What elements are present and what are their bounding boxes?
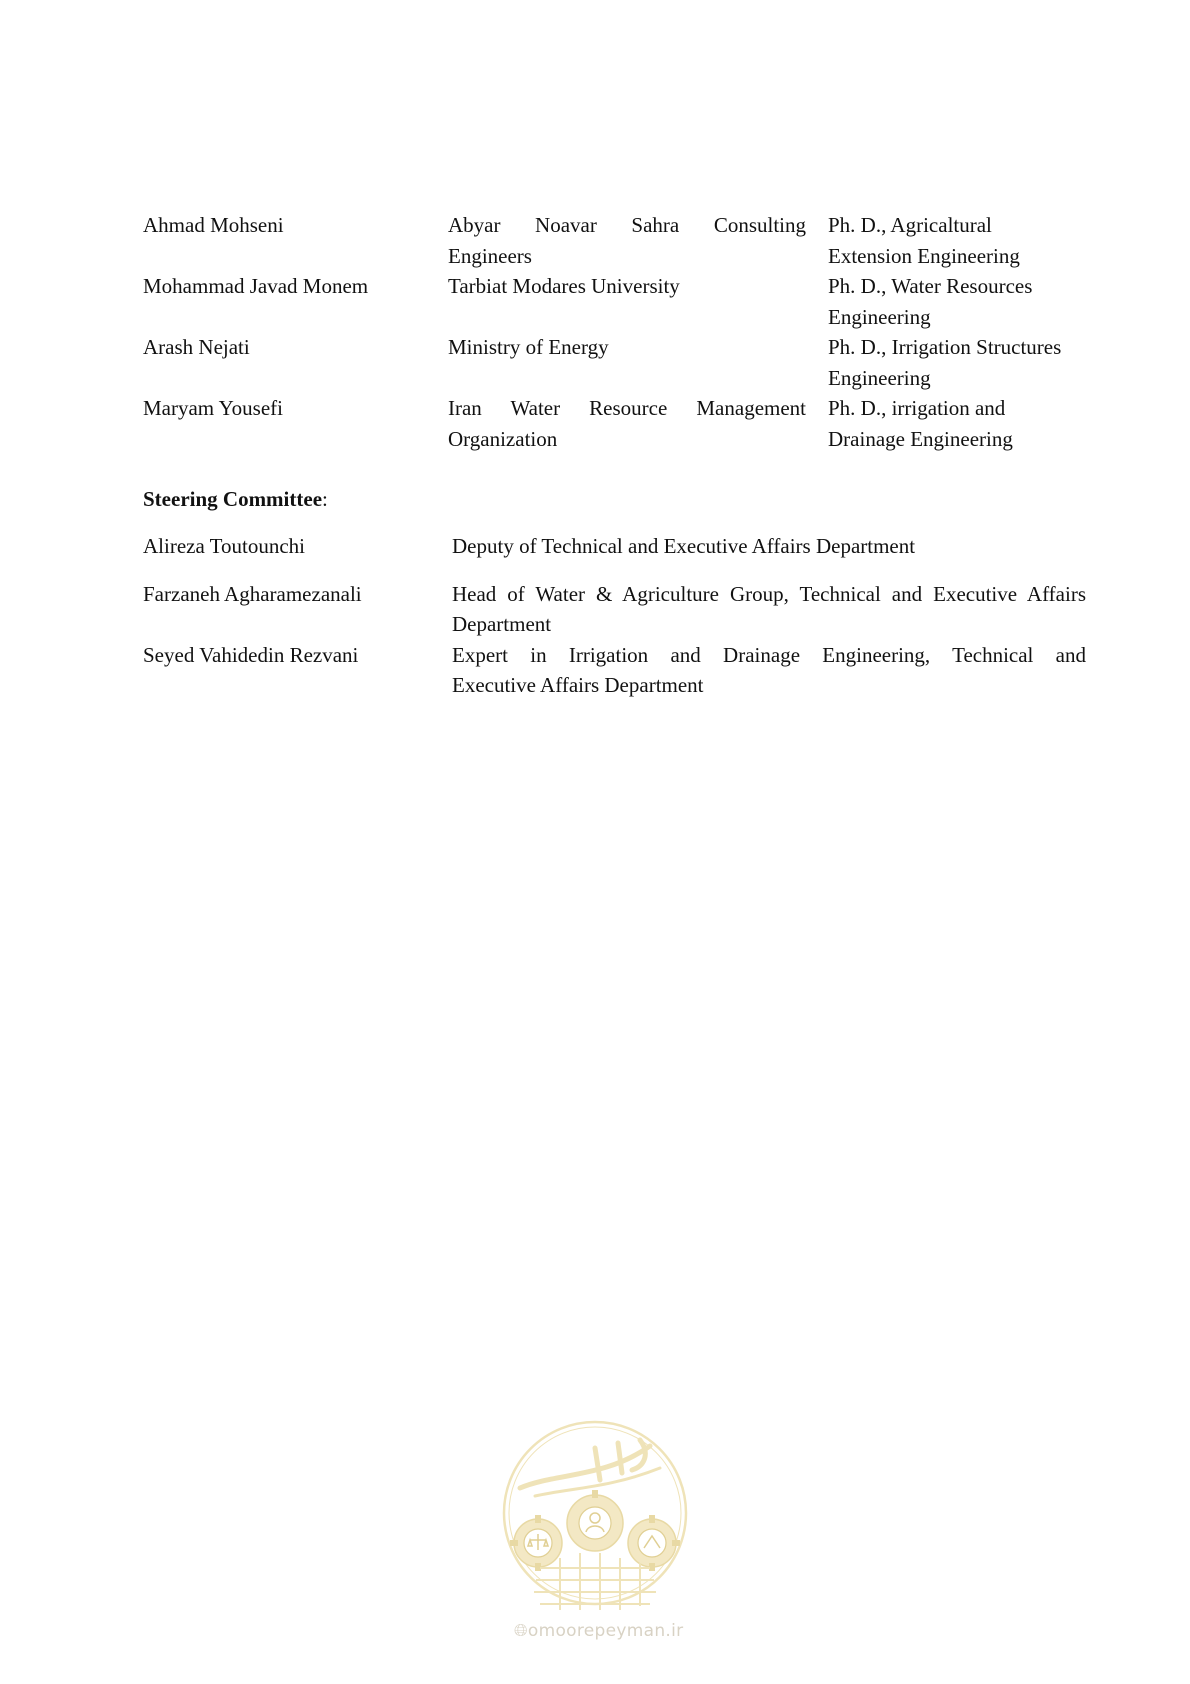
steering-committee-table <box>143 531 1088 701</box>
degree-line: Drainage Engineering <box>828 426 1013 451</box>
degree-line: Ph. D., Irrigation Structures <box>828 335 1062 359</box>
organization-line: Tarbiat Modares University <box>448 274 680 298</box>
member-organization <box>448 393 806 454</box>
omoorepeyman-logo-watermark <box>500 1418 690 1628</box>
organization-line: Ministry of Energy <box>448 335 609 359</box>
degree-line: Ph. D., Agricaltural <box>828 213 992 237</box>
steering-member-role <box>452 579 1086 640</box>
member-name: Ahmad Mohseni <box>143 213 284 237</box>
member-organization <box>448 210 806 271</box>
role-line: Deputy of Technical and Executive Affairs Department <box>452 534 916 558</box>
member-organization <box>448 271 806 302</box>
member-name: Arash Nejati <box>143 335 250 359</box>
role-line: Expert in Irrigation and Drainage Engineering, Technical and <box>452 642 1086 667</box>
role-line: Department <box>452 612 552 636</box>
globe-icon: 🌐︎ <box>514 1621 528 1641</box>
degree-line: Extension Engineering <box>828 243 1020 268</box>
degree-line: Engineering <box>828 365 931 390</box>
organization-line: Abyar Noavar Sahra Consulting <box>448 213 806 237</box>
steering-member-role <box>452 640 1086 701</box>
organization-line: Iran Water Resource Management <box>448 396 806 420</box>
member-row-mohseni <box>143 210 1078 271</box>
steering-member-role <box>452 531 1086 562</box>
steering-member-name: Alireza Toutounchi <box>143 534 306 558</box>
steering-row-toutounchi <box>143 531 1088 562</box>
member-row-yousefi <box>143 393 1078 454</box>
member-organization <box>448 332 806 363</box>
steering-member-name: Seyed Vahidedin Rezvani <box>143 642 359 667</box>
role-line: Head of Water & Agriculture Group, Technical and Executive Affairs <box>452 581 1086 606</box>
members-table <box>143 210 1078 454</box>
member-row-monem <box>143 271 1078 332</box>
organization-line: Engineers <box>448 243 532 268</box>
steering-row-agharamezanali <box>143 579 1088 640</box>
watermark-url <box>514 1616 683 1647</box>
degree-line: Ph. D., Water Resources <box>828 274 1033 298</box>
degree-line: Engineering <box>828 304 931 329</box>
member-degree <box>828 210 1078 271</box>
watermark-url-text: omoorepeyman.ir <box>527 1621 684 1641</box>
member-degree <box>828 393 1078 454</box>
steering-committee-heading <box>143 484 328 515</box>
member-degree <box>828 271 1078 332</box>
member-name: Mohammad Javad Monem <box>143 274 369 298</box>
degree-line: Ph. D., irrigation and <box>828 396 1006 420</box>
organization-line: Organization <box>448 426 558 451</box>
member-name: Maryam Yousefi <box>143 396 283 420</box>
steering-heading-suffix: : <box>322 487 328 511</box>
member-row-nejati <box>143 332 1078 393</box>
steering-row-rezvani <box>143 640 1088 701</box>
steering-member-name: Farzaneh Agharamezanali <box>143 581 362 606</box>
member-degree <box>828 332 1078 393</box>
role-line: Executive Affairs Department <box>452 673 704 697</box>
steering-heading-text: Steering Committee <box>143 487 323 511</box>
